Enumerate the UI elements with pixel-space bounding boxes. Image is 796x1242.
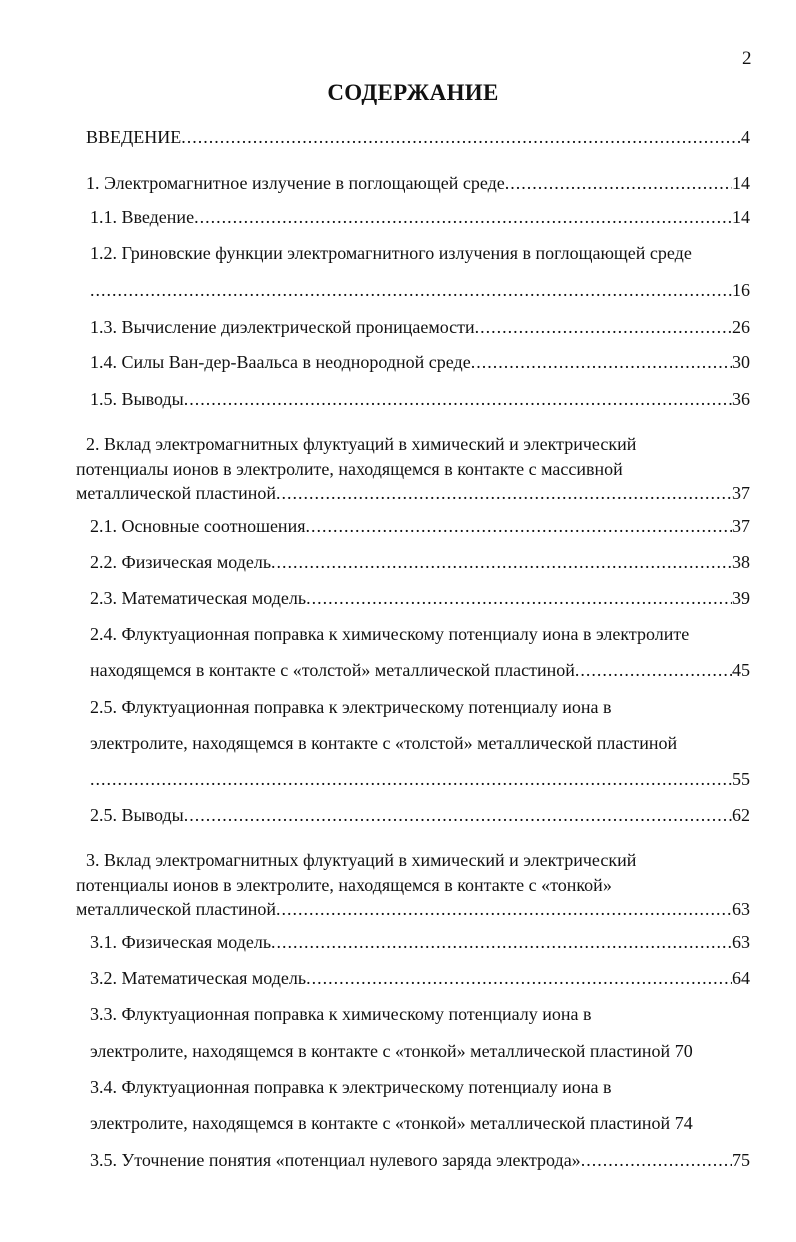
toc-entry-title: 1.4. Силы Ван-дер-Ваальса в неоднородной среде [90,352,471,372]
toc-entry-1-1[interactable] [90,206,750,228]
toc-entry-3-3-title-line2[interactable]: электролите, находящемся в контакте с «тонкой» металлической пластиной 70 [90,1041,693,1061]
leader-dots [90,279,732,301]
toc-entry-chapter-3-line2[interactable]: потенциалы ионов в электролите, находящемся в контакте с «тонкой» [76,875,612,895]
toc-entry-chapter-3[interactable] [76,898,750,920]
toc-entry-title: 2.1. Основные соотношения [90,516,306,536]
toc-entry-1-2-page-line[interactable] [90,279,750,301]
toc-entry-2-5-title-line1[interactable]: 2.5. Флуктуационная поправка к электрическому потенциалу иона в [90,697,612,717]
toc-entry-page: 63 [732,899,750,919]
leader-dots [505,172,732,194]
toc-entry-page: 64 [732,968,750,988]
toc-entry-page: 14 [732,207,750,227]
toc-entry-page: 55 [732,769,750,789]
toc-entry-3-5[interactable] [90,1149,750,1171]
toc-entry-chapter-1[interactable] [86,172,750,194]
toc-entry-page: 16 [732,280,750,300]
toc-entry-page: 38 [732,552,750,572]
toc-entry-page: 30 [732,352,750,372]
toc-entry-title: 3.5. Уточнение понятия «потенциал нулевого заряда электрода» [90,1150,581,1170]
toc-entry-title: металлической пластиной [76,899,277,919]
toc-entry-1-3[interactable] [90,316,750,338]
toc-entry-2-3[interactable] [90,587,750,609]
toc-entry-3-3-title-line1[interactable]: 3.3. Флуктуационная поправка к химическому потенциалу иона в [90,1004,592,1024]
toc-entry-title: 3.2. Математическая модель [90,968,307,988]
toc-entry-2-1[interactable] [90,515,750,537]
toc-entry-title: 2.5. Выводы [90,805,184,825]
toc-entry-title: 1.5. Выводы [90,389,184,409]
toc-entry-1-4[interactable] [90,351,750,373]
leader-dots [271,931,732,953]
leader-dots [271,551,732,573]
leader-dots [305,515,732,537]
leader-dots [90,768,732,790]
toc-entry-title: 2.2. Физическая модель [90,552,272,572]
toc-entry-3-2[interactable] [90,967,750,989]
toc-entry-title: 2.3. Математическая модель [90,588,307,608]
toc-entry-title: металлической пластиной [76,483,277,503]
leader-dots [194,206,732,228]
leader-dots [475,316,732,338]
page-title: СОДЕРЖАНИЕ [327,80,499,105]
toc-entry-page: 75 [732,1150,750,1170]
toc-entry-page: 63 [732,932,750,952]
leader-dots [471,351,732,373]
toc-entry-1-5[interactable] [90,388,750,410]
toc-entry-page: 4 [741,127,750,147]
toc-entry-2-4-title[interactable]: 2.4. Флуктуационная поправка к химическому потенциалу иона в электролите [90,624,690,644]
toc-entry-1-2-title[interactable]: 1.2. Гриновские функции электромагнитного излучения в поглощающей среде [90,243,692,263]
toc-entry-2-5-page-line[interactable] [90,768,750,790]
toc-entry-page: 45 [732,660,750,680]
toc-entry-page: 37 [732,516,750,536]
toc-entry-page: 36 [732,389,750,409]
toc-entry-page: 26 [732,317,750,337]
leader-dots [184,804,732,826]
leader-dots [581,1149,732,1171]
toc-entry-chapter-2-line2[interactable]: потенциалы ионов в электролите, находящемся в контакте с массивной [76,459,623,479]
toc-entry-page: 62 [732,805,750,825]
toc-entry-3-4-title-line1[interactable]: 3.4. Флуктуационная поправка к электрическому потенциалу иона в [90,1077,612,1097]
toc-entry-page: 39 [732,588,750,608]
toc-entry-chapter-2-line1[interactable]: 2. Вклад электромагнитных флуктуаций в химический и электрический [86,434,637,454]
toc-entry-3-1[interactable] [90,931,750,953]
leader-dots [276,898,732,920]
page-number: 2 [742,48,752,69]
leader-dots [181,126,741,148]
toc-entry-title: 3.1. Физическая модель [90,932,272,952]
leader-dots [306,967,732,989]
toc-entry-intro[interactable] [86,126,750,148]
toc-entry-title: 1. Электромагнитное излучение в поглощающей среде [86,173,505,193]
toc-entry-title: ВВЕДЕНИЕ [86,127,182,147]
toc-entry-2-2[interactable] [90,551,750,573]
leader-dots [184,388,732,410]
leader-dots [276,482,732,504]
toc-entry-page: 14 [732,173,750,193]
toc-entry-2-5-conclusions[interactable] [90,804,750,826]
toc-entry-title: 1.1. Введение [90,207,195,227]
leader-dots [575,659,732,681]
toc-entry-title: 1.3. Вычисление диэлектрической проницаемости [90,317,475,337]
toc-entry-2-4[interactable] [90,659,750,681]
toc-entry-3-4-title-line2[interactable]: электролите, находящемся в контакте с «тонкой» металлической пластиной 74 [90,1113,693,1133]
toc-entry-title: находящемся в контакте с «толстой» металлической пластиной [90,660,575,680]
toc-entry-2-5-title-line2[interactable]: электролите, находящемся в контакте с «толстой» металлической пластиной [90,733,678,753]
leader-dots [306,587,732,609]
toc-entry-chapter-2[interactable] [76,482,750,504]
toc-entry-chapter-3-line1[interactable]: 3. Вклад электромагнитных флуктуаций в химический и электрический [86,850,637,870]
toc-entry-page: 37 [732,483,750,503]
